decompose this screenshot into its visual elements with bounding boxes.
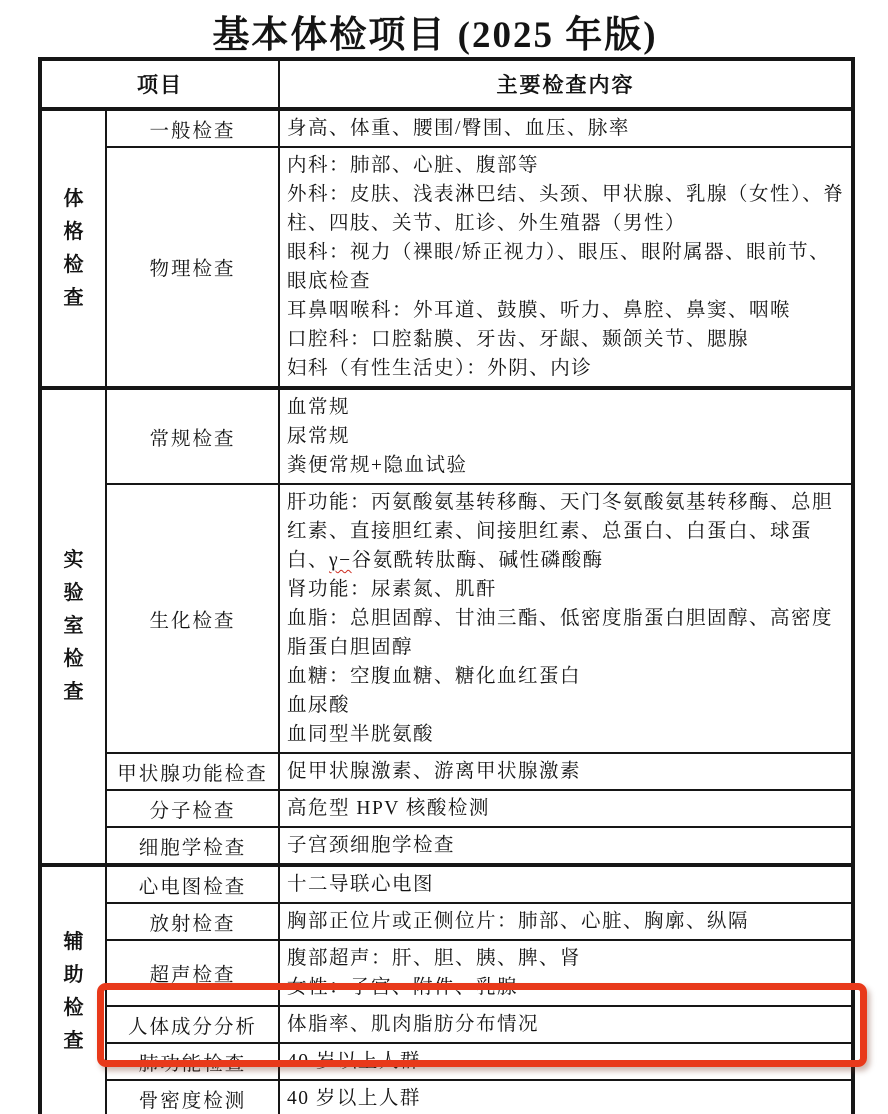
group-label: 体格检查 bbox=[63, 187, 84, 309]
table-row bbox=[40, 109, 853, 147]
row-label-pulmonary-function: 肺功能检查 bbox=[106, 1043, 279, 1080]
group-label: 辅助检查 bbox=[63, 930, 84, 1052]
group-laboratory-examination bbox=[40, 388, 106, 865]
table-row bbox=[40, 940, 853, 1006]
row-label-ecg: 心电图检查 bbox=[106, 865, 279, 903]
row-label-routine-test: 常规检查 bbox=[106, 388, 279, 484]
content-biochemical-test: 肝功能：丙氨酸氨基转移酶、天门冬氨酸氨基转移酶、总胆红素、直接胆红素、间接胆红素、总蛋白、白蛋白、球蛋白、γ−谷氨酰转肽酶、碱性磷酸酶 肾功能：尿素氮、肌酐 血脂：总胆固醇、甘油三酯、低密度脂蛋白胆固醇、高密度脂蛋白胆固醇 血糖：空腹血糖、糖化血红蛋白 血尿酸 血同型半胱氨酸 bbox=[279, 484, 853, 753]
table-row bbox=[40, 903, 853, 940]
exam-table bbox=[38, 57, 855, 1114]
row-label-bone-density: 骨密度检测 bbox=[106, 1080, 279, 1114]
column-header-main-content: 主要检查内容 bbox=[279, 59, 853, 109]
content-ecg: 十二导联心电图 bbox=[279, 865, 853, 903]
row-label-molecular-test: 分子检查 bbox=[106, 790, 279, 827]
page-title: 基本体检项目 (2025 年版) bbox=[212, 15, 658, 56]
content-ultrasound: 腹部超声：肝、胆、胰、脾、肾 女性：子宫、附件、乳腺 bbox=[279, 940, 853, 1006]
spellcheck-squiggle: γ− bbox=[329, 550, 352, 571]
table-row bbox=[40, 484, 853, 753]
row-label-radiology: 放射检查 bbox=[106, 903, 279, 940]
row-label-physical-exam: 物理检查 bbox=[106, 147, 279, 388]
table-row bbox=[40, 1006, 853, 1043]
row-label-body-composition: 人体成分分析 bbox=[106, 1006, 279, 1043]
table-row bbox=[40, 1043, 853, 1080]
group-label: 实验室检查 bbox=[63, 549, 84, 703]
table-row bbox=[40, 865, 853, 903]
row-label-general-exam: 一般检查 bbox=[106, 109, 279, 147]
content-cytology: 子宫颈细胞学检查 bbox=[279, 827, 853, 865]
content-physical-exam: 内科：肺部、心脏、腹部等 外科：皮肤、浅表淋巴结、头颈、甲状腺、乳腺（女性）、脊柱、四肢、关节、肛诊、外生殖器（男性） 眼科：视力（裸眼/矫正视力）、眼压、眼附属器、眼前节、眼底检查 耳鼻咽喉科：外耳道、鼓膜、听力、鼻腔、鼻窦、咽喉 口腔科：口腔黏膜、牙齿、牙龈、颞颌关节、腮腺 妇科（有性生活史）：外阴、内诊 bbox=[279, 147, 853, 388]
content-bone-density: 40 岁以上人群 bbox=[279, 1080, 853, 1114]
content-general-exam: 身高、体重、腰围/臀围、血压、脉率 bbox=[279, 109, 853, 147]
table-row bbox=[40, 388, 853, 484]
group-physical-examination bbox=[40, 109, 106, 388]
table-header-row bbox=[40, 59, 853, 109]
group-auxiliary-examination bbox=[40, 865, 106, 1114]
table-row bbox=[40, 827, 853, 865]
column-header-item: 项目 bbox=[40, 59, 279, 109]
content-body-composition: 体脂率、肌肉脂肪分布情况 bbox=[279, 1006, 853, 1043]
table-row bbox=[40, 753, 853, 790]
content-pulmonary-function: 40 岁以上人群 bbox=[279, 1043, 853, 1080]
table-row bbox=[40, 147, 853, 388]
table-row bbox=[40, 1080, 853, 1114]
content-molecular-test: 高危型 HPV 核酸检测 bbox=[279, 790, 853, 827]
content-routine-test: 血常规 尿常规 粪便常规+隐血试验 bbox=[279, 388, 853, 484]
row-label-ultrasound: 超声检查 bbox=[106, 940, 279, 1006]
row-label-biochemical-test: 生化检查 bbox=[106, 484, 279, 753]
table-row bbox=[40, 790, 853, 827]
row-label-cytology: 细胞学检查 bbox=[106, 827, 279, 865]
content-thyroid-function: 促甲状腺激素、游离甲状腺激素 bbox=[279, 753, 853, 790]
liver-function-line: 肝功能：丙氨酸氨基转移酶、天门冬氨酸氨基转移酶、总胆红素、直接胆红素、间接胆红素、总蛋白、白蛋白、球蛋白、γ−谷氨酰转肽酶、碱性磷酸酶 bbox=[287, 492, 834, 571]
content-radiology: 胸部正位片或正侧位片：肺部、心脏、胸廓、纵隔 bbox=[279, 903, 853, 940]
row-label-thyroid-function: 甲状腺功能检查 bbox=[106, 753, 279, 790]
